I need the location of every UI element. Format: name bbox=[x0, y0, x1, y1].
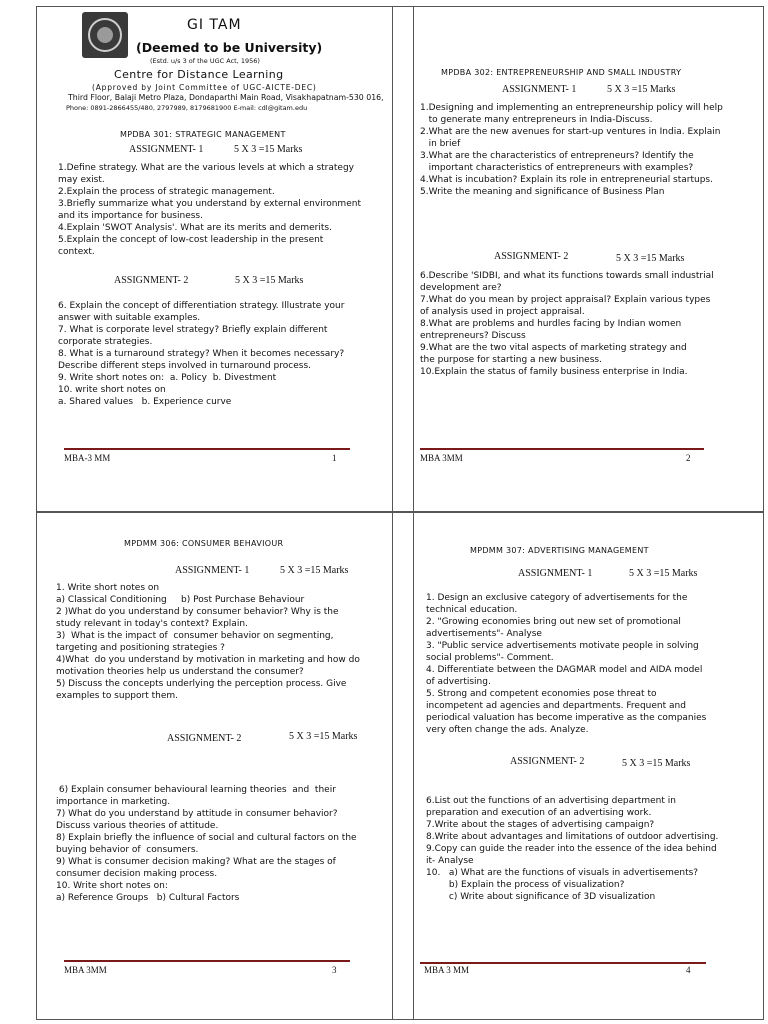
question-line: b) Explain the process of visualization? bbox=[426, 880, 625, 890]
marks-label: 5 X 3 =15 Marks bbox=[616, 253, 685, 264]
footer-label: MBA 3MM bbox=[420, 453, 463, 463]
question-line: to generate many entrepreneurs in India-Discuss. bbox=[420, 115, 653, 125]
question-line: 3. "Public service advertisements motivate people in solving bbox=[426, 641, 699, 651]
question-line: 8.Write about advantages and limitations of outdoor advertising. bbox=[426, 832, 719, 842]
question-line: 1. Design an exclusive category of advertisements for the bbox=[426, 593, 688, 603]
university-name: GI TAM bbox=[187, 17, 242, 33]
marks-label: 5 X 3 =15 Marks bbox=[280, 565, 349, 576]
question-line: 5.Write the meaning and significance of Business Plan bbox=[420, 187, 665, 197]
question-line: 8) Explain briefly the influence of social and cultural factors on the bbox=[56, 833, 357, 843]
phone-line: Phone: 0891-2866455/480, 2797989, 8179681900 E-mail: cdl@gitam.edu bbox=[66, 104, 308, 112]
estd-line: (Estd. u/s 3 of the UGC Act, 1956) bbox=[150, 57, 260, 65]
course-title: MPDBA 301: STRATEGIC MANAGEMENT bbox=[120, 130, 286, 139]
question-line: 4)What do you understand by motivation in marketing and how do bbox=[56, 655, 360, 665]
footer-label: MBA 3MM bbox=[64, 965, 107, 975]
question-line: entrepreneurs? Discuss bbox=[420, 331, 526, 341]
course-title: MPDMM 307: ADVERTISING MANAGEMENT bbox=[470, 546, 649, 555]
question-line: Describe different steps involved in turnaround process. bbox=[58, 361, 311, 371]
question-line: 4.Explain 'SWOT Analysis'. What are its merits and demerits. bbox=[58, 223, 332, 233]
page-number: 3 bbox=[332, 965, 337, 975]
question-line: of advertising. bbox=[426, 677, 491, 687]
question-line: answer with suitable examples. bbox=[58, 313, 201, 323]
question-line: in brief bbox=[420, 139, 461, 149]
question-line: a) Reference Groups b) Cultural Factors bbox=[56, 893, 240, 903]
question-line: 7.Write about the stages of advertising campaign? bbox=[426, 820, 655, 830]
question-line: 9.What are the two vital aspects of marketing strategy and bbox=[420, 343, 687, 353]
question-line: technical education. bbox=[426, 605, 518, 615]
question-line: important characteristics of entrepreneurs with examples? bbox=[420, 163, 694, 173]
question-line: 2. "Growing economies bring out new set of promotional bbox=[426, 617, 681, 627]
question-line: 10.Explain the status of family business enterprise in India. bbox=[420, 367, 688, 377]
question-line: targeting and positioning strategies ? bbox=[56, 643, 225, 653]
question-line: a) Classical Conditioning b) Post Purchase Behaviour bbox=[56, 595, 305, 605]
question-line: 7) What do you understand by attitude in consumer behavior? bbox=[56, 809, 338, 819]
question-line: buying behavior of consumers. bbox=[56, 845, 199, 855]
question-line: and its importance for business. bbox=[58, 211, 203, 221]
question-line: 10. write short notes on bbox=[58, 385, 166, 395]
question-line: it- Analyse bbox=[426, 856, 474, 866]
question-line: consumer decision making process. bbox=[56, 869, 218, 879]
assignment-1-heading: ASSIGNMENT- 1 bbox=[129, 144, 204, 155]
marks-label: 5 X 3 =15 Marks bbox=[607, 84, 676, 95]
question-line: 2.Explain the process of strategic management. bbox=[58, 187, 275, 197]
deemed-line: (Deemed to be University) bbox=[136, 40, 323, 55]
centre-line: Centre for Distance Learning bbox=[114, 68, 284, 81]
question-line: Discuss various theories of attitude. bbox=[56, 821, 219, 831]
question-line: the purpose for starting a new business. bbox=[420, 355, 602, 365]
assignment-2-questions bbox=[426, 795, 718, 903]
question-line: 9.Copy can guide the reader into the essence of the idea behind bbox=[426, 844, 717, 854]
assignment-1-questions bbox=[426, 592, 706, 736]
assignment-1-heading: ASSIGNMENT- 1 bbox=[175, 565, 250, 576]
question-line: 8.What are problems and hurdles facing by Indian women bbox=[420, 319, 682, 329]
question-line: study relevant in today's context? Explain. bbox=[56, 619, 248, 629]
question-line: 2 )What do you understand by consumer behavior? Why is the bbox=[56, 607, 339, 617]
course-title: MPDBA 302: ENTREPRENEURSHIP AND SMALL INDUSTRY bbox=[441, 68, 682, 77]
question-line: development are? bbox=[420, 283, 502, 293]
question-line: 10. a) What are the functions of visuals in advertisements? bbox=[426, 868, 699, 878]
assignment-2-heading: ASSIGNMENT- 2 bbox=[494, 251, 569, 262]
course-title: MPDMM 306: CONSUMER BEHAVIOUR bbox=[124, 539, 284, 548]
question-line: 5.Explain the concept of low-cost leadership in the present bbox=[58, 235, 324, 245]
page-number: 1 bbox=[332, 453, 337, 463]
question-line: 6.Describe 'SIDBI, and what its functions towards small industrial bbox=[420, 271, 714, 281]
assignment-1-heading: ASSIGNMENT- 1 bbox=[518, 568, 593, 579]
question-line: 6) Explain consumer behavioural learning theories and their bbox=[56, 785, 336, 795]
question-line: advertisements"- Analyse bbox=[426, 629, 542, 639]
marks-label: 5 X 3 =15 Marks bbox=[235, 275, 304, 286]
question-line: incompetent ad agencies and departments. Frequent and bbox=[426, 701, 686, 711]
question-line: 4.What is incubation? Explain its role in entrepreneurial startups. bbox=[420, 175, 713, 185]
question-line: corporate strategies. bbox=[58, 337, 153, 347]
footer-rule bbox=[420, 962, 706, 964]
approved-line: (Approved by Joint Committee of UGC-AICTE-DEC) bbox=[92, 83, 317, 92]
marks-label: 5 X 3 =15 Marks bbox=[622, 758, 691, 769]
question-line: 5. Strong and competent economies pose threat to bbox=[426, 689, 657, 699]
question-line: 1.Designing and implementing an entrepreneurship policy will help bbox=[420, 103, 723, 113]
question-line: a. Shared values b. Experience curve bbox=[58, 397, 232, 407]
question-line: 9. Write short notes on: a. Policy b. Divestment bbox=[58, 373, 277, 383]
question-line: of analysis used in project appraisal. bbox=[420, 307, 585, 317]
page-number: 2 bbox=[686, 453, 691, 463]
question-line: preparation and execution of an advertising work. bbox=[426, 808, 652, 818]
question-line: c) Write about significance of 3D visualization bbox=[426, 892, 656, 902]
question-line: 3) What is the impact of consumer behavior on segmenting, bbox=[56, 631, 334, 641]
question-line: examples to support them. bbox=[56, 691, 178, 701]
footer-label: MBA 3 MM bbox=[424, 965, 470, 975]
question-line: very often change the ads. Analyze. bbox=[426, 725, 589, 735]
footer-label: MBA-3 MM bbox=[64, 453, 111, 463]
assignment-2-heading: ASSIGNMENT- 2 bbox=[114, 275, 189, 286]
question-line: 3.Briefly summarize what you understand by external environment bbox=[58, 199, 361, 209]
question-line: 9) What is consumer decision making? What are the stages of bbox=[56, 857, 336, 867]
address-line: Third Floor, Balaji Metro Plaza, Dondaparthi Main Road, Visakhapatnam-530 016, bbox=[68, 93, 384, 102]
marks-label: 5 X 3 =15 Marks bbox=[629, 568, 698, 579]
question-line: motivation theories help us understand the consumer? bbox=[56, 667, 304, 677]
question-line: social problems"- Comment. bbox=[426, 653, 554, 663]
marks-label: 5 X 3 =15 Marks bbox=[234, 144, 303, 155]
question-line: 7. What is corporate level strategy? Briefly explain different bbox=[58, 325, 328, 335]
question-line: 1.Define strategy. What are the various levels at which a strategy bbox=[58, 163, 355, 173]
assignment-2-heading: ASSIGNMENT- 2 bbox=[167, 733, 242, 744]
question-line: may exist. bbox=[58, 175, 105, 185]
question-line: context. bbox=[58, 247, 95, 257]
question-line: 4. Differentiate between the DAGMAR model and AIDA model bbox=[426, 665, 703, 675]
question-line: 3.What are the characteristics of entrepreneurs? Identify the bbox=[420, 151, 694, 161]
question-line: periodical valuation has become imperative as the companies bbox=[426, 713, 707, 723]
question-line: 2.What are the new avenues for start-up ventures in India. Explain bbox=[420, 127, 721, 137]
question-line: 5) Discuss the concepts underlying the perception process. Give bbox=[56, 679, 347, 689]
question-line: 8. What is a turnaround strategy? When it becomes necessary? bbox=[58, 349, 345, 359]
question-line: 10. Write short notes on: bbox=[56, 881, 168, 891]
question-line: importance in marketing. bbox=[56, 797, 171, 807]
assignment-2-heading: ASSIGNMENT- 2 bbox=[510, 756, 585, 767]
question-line: 1. Write short notes on bbox=[56, 583, 160, 593]
question-line: 6.List out the functions of an advertising department in bbox=[426, 796, 676, 806]
question-line: 6. Explain the concept of differentiation strategy. Illustrate your bbox=[58, 301, 345, 311]
assignment-1-heading: ASSIGNMENT- 1 bbox=[502, 84, 577, 95]
marks-label: 5 X 3 =15 Marks bbox=[289, 731, 358, 742]
page-number: 4 bbox=[686, 965, 691, 975]
question-line: 7.What do you mean by project appraisal? Explain various types bbox=[420, 295, 711, 305]
